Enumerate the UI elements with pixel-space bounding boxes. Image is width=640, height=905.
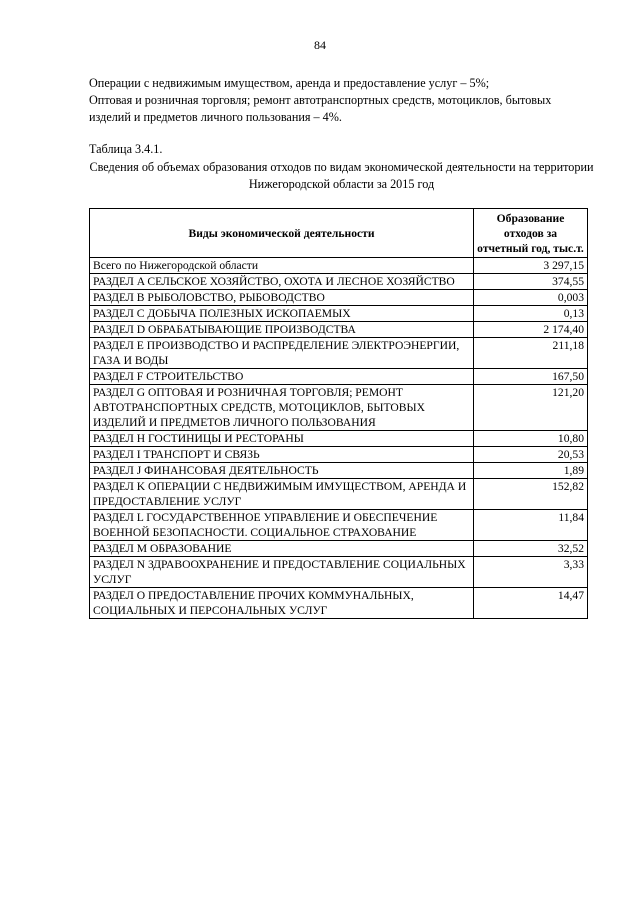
- waste-value-cell: 3,33: [474, 557, 588, 588]
- table-row: [90, 338, 588, 369]
- activity-cell: РАЗДЕЛ H ГОСТИНИЦЫ И РЕСТОРАНЫ: [90, 431, 474, 447]
- waste-value-cell: 11,84: [474, 510, 588, 541]
- waste-value-cell: 0,003: [474, 290, 588, 306]
- table-row: [90, 541, 588, 557]
- waste-value-cell: 0,13: [474, 306, 588, 322]
- table-label: Таблица 3.4.1.: [89, 142, 163, 156]
- table-row: [90, 290, 588, 306]
- table-header-row: [90, 209, 588, 258]
- waste-value-cell: 10,80: [474, 431, 588, 447]
- waste-value-cell: 152,82: [474, 479, 588, 510]
- table-row: [90, 369, 588, 385]
- table-row: [90, 322, 588, 338]
- waste-value-cell: 3 297,15: [474, 258, 588, 274]
- activity-cell: РАЗДЕЛ I ТРАНСПОРТ И СВЯЗЬ: [90, 447, 474, 463]
- waste-value-cell: 374,55: [474, 274, 588, 290]
- activity-cell: РАЗДЕЛ L ГОСУДАРСТВЕННОЕ УПРАВЛЕНИЕ И ОБЕСПЕЧЕНИЕ ВОЕННОЙ БЕЗОПАСНОСТИ. СОЦИАЛЬНОЕ СТРАХОВАНИЕ: [90, 510, 474, 541]
- table-row: [90, 431, 588, 447]
- table-row: [90, 557, 588, 588]
- table-row: [90, 479, 588, 510]
- waste-value-cell: 32,52: [474, 541, 588, 557]
- table-row: [90, 385, 588, 431]
- activity-cell: РАЗДЕЛ N ЗДРАВООХРАНЕНИЕ И ПРЕДОСТАВЛЕНИЕ СОЦИАЛЬНЫХ УСЛУГ: [90, 557, 474, 588]
- table-row: [90, 447, 588, 463]
- activity-cell: РАЗДЕЛ A СЕЛЬСКОЕ ХОЗЯЙСТВО, ОХОТА И ЛЕСНОЕ ХОЗЯЙСТВО: [90, 274, 474, 290]
- table-body: [90, 258, 588, 619]
- activity-cell: Всего по Нижегородской области: [90, 258, 474, 274]
- table-row: [90, 463, 588, 479]
- activity-cell: РАЗДЕЛ O ПРЕДОСТАВЛЕНИЕ ПРОЧИХ КОММУНАЛЬНЫХ, СОЦИАЛЬНЫХ И ПЕРСОНАЛЬНЫХ УСЛУГ: [90, 588, 474, 619]
- activity-cell: РАЗДЕЛ C ДОБЫЧА ПОЛЕЗНЫХ ИСКОПАЕМЫХ: [90, 306, 474, 322]
- waste-value-cell: 167,50: [474, 369, 588, 385]
- intro-line-real-estate: Операции с недвижимым имуществом, аренда и предоставление услуг – 5%;: [89, 76, 490, 90]
- table-caption: Сведения об объемах образования отходов по видам экономической деятельности на территории Нижегородской области за 2015 год: [89, 160, 594, 191]
- table-row: [90, 306, 588, 322]
- activity-cell: РАЗДЕЛ M ОБРАЗОВАНИЕ: [90, 541, 474, 557]
- page-number: 84: [314, 38, 326, 52]
- header-activity: Виды экономической деятельности: [90, 209, 474, 258]
- waste-value-cell: 1,89: [474, 463, 588, 479]
- intro-line-trade: Оптовая и розничная торговля; ремонт автотранспортных средств, мотоциклов, бытовых изделий и предметов личного пользования – 4%.: [89, 93, 552, 124]
- table-row: [90, 588, 588, 619]
- table-row: [90, 274, 588, 290]
- waste-value-cell: 121,20: [474, 385, 588, 431]
- activity-cell: РАЗДЕЛ E ПРОИЗВОДСТВО И РАСПРЕДЕЛЕНИЕ ЭЛЕКТРОЭНЕРГИИ, ГАЗА И ВОДЫ: [90, 338, 474, 369]
- header-waste-volume: Образование отходов за отчетный год, тыс.т.: [474, 209, 588, 258]
- waste-table: [89, 208, 588, 619]
- activity-cell: РАЗДЕЛ B РЫБОЛОВСТВО, РЫБОВОДСТВО: [90, 290, 474, 306]
- activity-cell: РАЗДЕЛ K ОПЕРАЦИИ С НЕДВИЖИМЫМ ИМУЩЕСТВОМ, АРЕНДА И ПРЕДОСТАВЛЕНИЕ УСЛУГ: [90, 479, 474, 510]
- activity-cell: РАЗДЕЛ J ФИНАНСОВАЯ ДЕЯТЕЛЬНОСТЬ: [90, 463, 474, 479]
- waste-value-cell: 2 174,40: [474, 322, 588, 338]
- waste-value-cell: 20,53: [474, 447, 588, 463]
- table-row: [90, 258, 588, 274]
- activity-cell: РАЗДЕЛ D ОБРАБАТЫВАЮЩИЕ ПРОИЗВОДСТВА: [90, 322, 474, 338]
- table-row: [90, 510, 588, 541]
- activity-cell: РАЗДЕЛ F СТРОИТЕЛЬСТВО: [90, 369, 474, 385]
- activity-cell: РАЗДЕЛ G ОПТОВАЯ И РОЗНИЧНАЯ ТОРГОВЛЯ; РЕМОНТ АВТОТРАНСПОРТНЫХ СРЕДСТВ, МОТОЦИКЛОВ, БЫТОВЫХ ИЗДЕЛИЙ И ПРЕДМЕТОВ ЛИЧНОГО ПОЛЬЗОВАНИЯ: [90, 385, 474, 431]
- waste-value-cell: 211,18: [474, 338, 588, 369]
- waste-value-cell: 14,47: [474, 588, 588, 619]
